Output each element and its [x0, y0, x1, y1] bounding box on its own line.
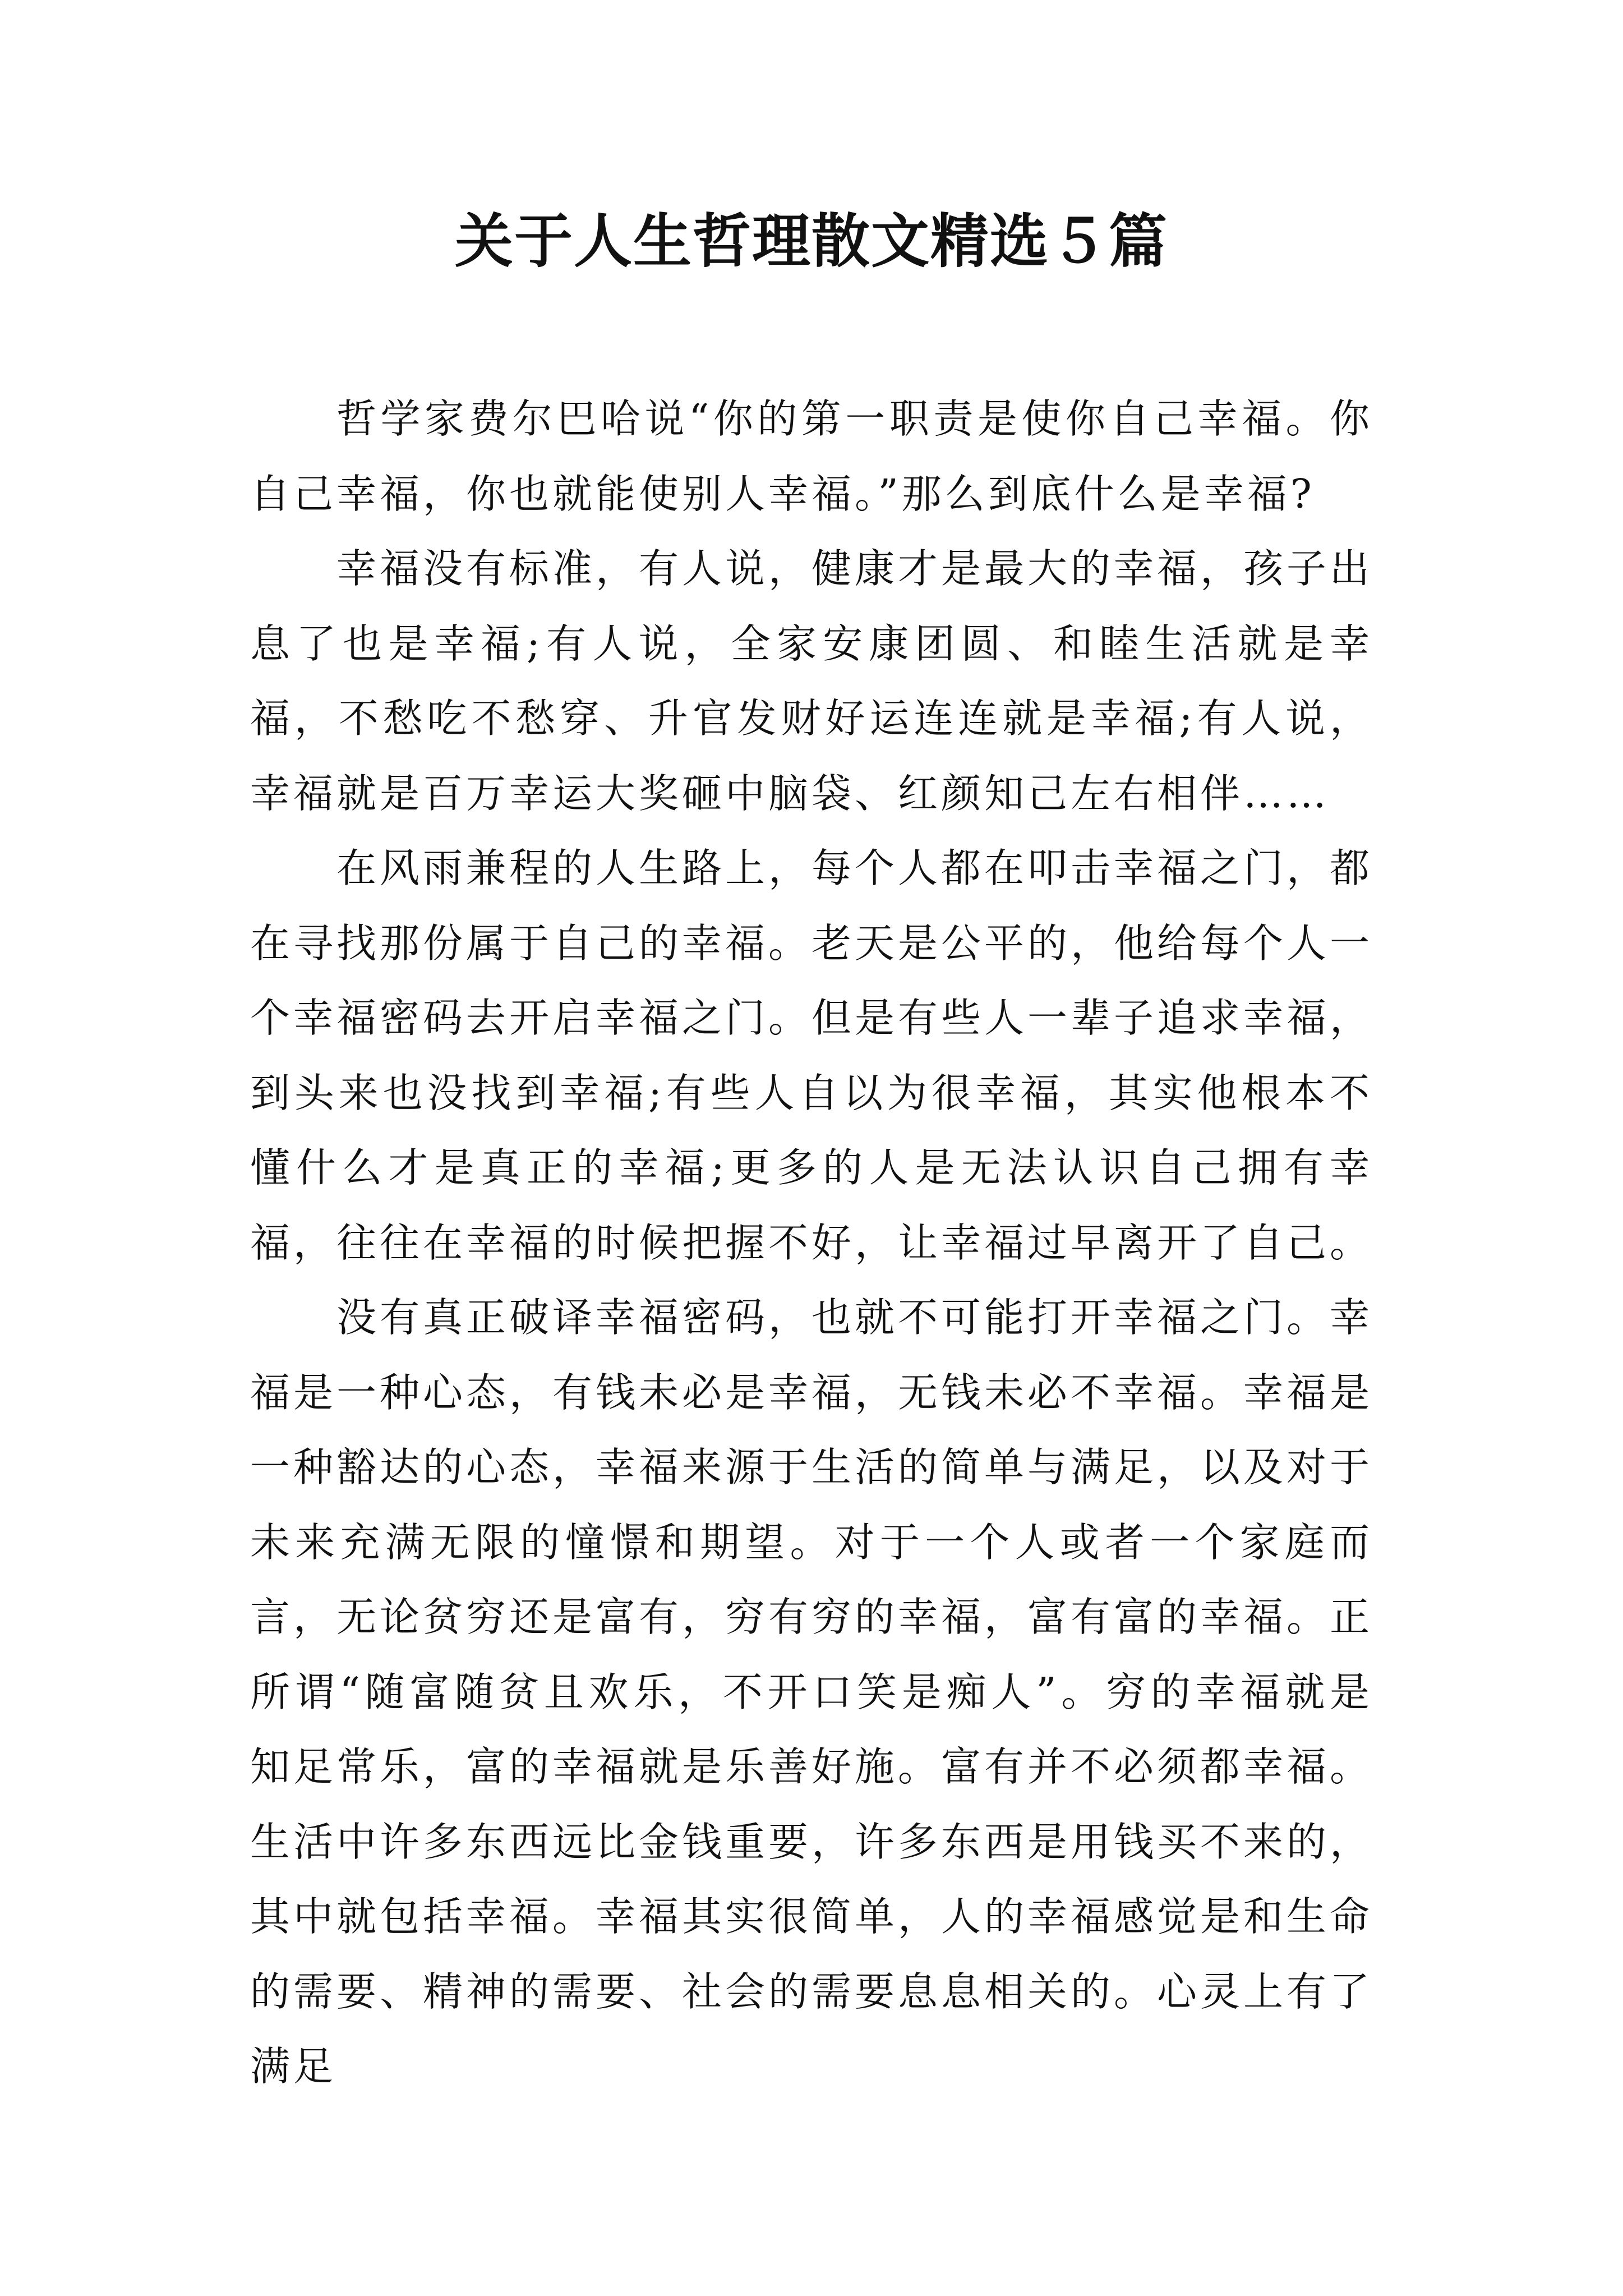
- document-title: 关于人生哲理散文精选５篇: [454, 206, 1168, 275]
- paragraph-3: 在风雨兼程的人生路上，每个人都在叩击幸福之门，都在寻找那份属于自己的幸福。老天是公平的，他给每个人一个幸福密码去开启幸福之门。但是有些人一辈子追求幸福，到头来也没找到幸福;有些人自以为很幸福，其实他根本不懂什么才是真正的幸福;更多的人是无法认识自己拥有幸福，往往在幸福的时候把握不好，让幸福过早离开了自己。: [250, 845, 1373, 1266]
- paragraph-2: 幸福没有标准，有人说，健康才是最大的幸福，孩子出息了也是幸福;有人说，全家安康团圆、和睦生活就是幸福，不愁吃不愁穿、升官发财好运连连就是幸福;有人说，幸福就是百万幸运大奖砸中脑袋、红颜知己左右相伴……: [250, 545, 1373, 817]
- document-body: [250, 381, 1373, 2104]
- paragraph-1: 哲学家费尔巴哈说“你的第一职责是使你自己幸福。你自己幸福，你也就能使别人幸福。”那么到底什么是幸福?: [250, 395, 1373, 517]
- paragraph-4: 没有真正破译幸福密码，也就不可能打开幸福之门。幸福是一种心态，有钱未必是幸福，无钱未必不幸福。幸福是一种豁达的心态，幸福来源于生活的简单与满足，以及对于未来充满无限的憧憬和期望。对于一个人或者一个家庭而言，无论贫穷还是富有，穷有穷的幸福，富有富的幸福。正所谓“随富随贫且欢乐，不开口笑是痴人”。穷的幸福就是知足常乐，富的幸福就是乐善好施。富有并不必须都幸福。生活中许多东西远比金钱重要，许多东西是用钱买不来的，其中就包括幸福。幸福其实很简单，人的幸福感觉是和生命的需要、精神的需要、社会的需要息息相关的。心灵上有了满足: [250, 1294, 1373, 2090]
